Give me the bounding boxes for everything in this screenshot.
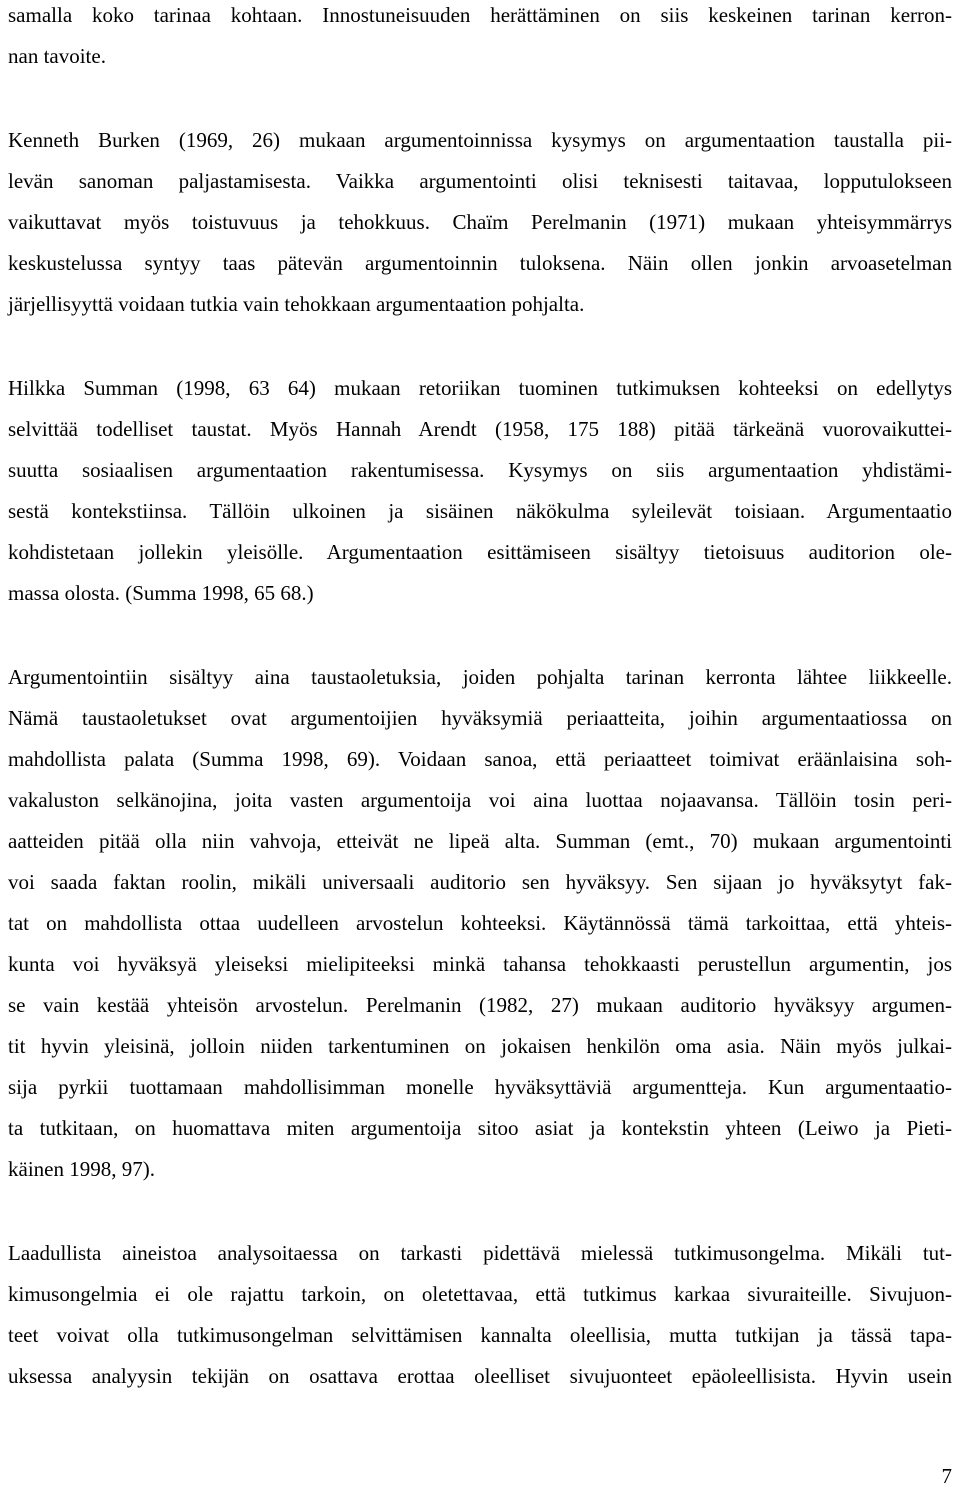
text-line: selvittää todelliset taustat. Myös Hannah Arendt (1958, 175 188) pitää tärkeänä vuorovaikuttei- xyxy=(8,417,952,441)
text-line: käinen 1998, 97). xyxy=(8,1157,155,1181)
text-line: teet voivat olla tutkimusongelman selvittämisen kannalta oleellisia, mutta tutkijan ja tässä tapa- xyxy=(8,1323,952,1347)
text-line: massa olosta. (Summa 1998, 65 68.) xyxy=(8,581,314,605)
text-line: vakaluston selkänojina, joita vasten argumentoija voi aina luottaa nojaavansa. Tällöin tosin peri- xyxy=(8,788,952,812)
text-line: Nämä taustaoletukset ovat argumentoijien hyväksymiä periaatteita, joihin argumentaatiossa on xyxy=(8,706,952,730)
text-line: kunta voi hyväksyä yleiseksi mielipiteeksi minkä tahansa tehokkaasti perustellun argumentin, jos xyxy=(8,952,952,976)
text-line: samalla koko tarinaa kohtaan. Innostuneisuuden herättäminen on siis keskeinen tarinan kerron- xyxy=(8,3,952,27)
text-line: tat on mahdollista ottaa uudelleen arvostelun kohteeksi. Käytännössä tämä tarkoittaa, että yhteis- xyxy=(8,911,952,935)
text-line: uksessa analyysin tekijän on osattava erottaa oleelliset sivujuonteet epäoleellisista. Hyvin usein xyxy=(8,1364,952,1388)
text-line: Argumentointiin sisältyy aina taustaoletuksia, joiden pohjalta tarinan kerronta lähtee liikkeelle. xyxy=(8,665,952,689)
text-line: voi saada faktan roolin, mikäli universaali auditorio sen hyväksyy. Sen sijaan jo hyväksytyt fak- xyxy=(8,870,952,894)
text-line: järjellisyyttä voidaan tutkia vain tehokkaan argumentaation pohjalta. xyxy=(8,292,585,316)
text-line: levän sanoman paljastamisesta. Vaikka argumentointi olisi teknisesti taitavaa, lopputulokseen xyxy=(8,169,952,193)
text-line: kimusongelmia ei ole rajattu tarkoin, on oletettavaa, että tutkimus karkaa sivuraiteille. Sivujuon- xyxy=(8,1282,952,1306)
text-line: nan tavoite. xyxy=(8,44,106,68)
text-line: Kenneth Burken (1969, 26) mukaan argumentoinnissa kysymys on argumentaation taustalla pii- xyxy=(8,128,952,152)
text-line: suutta sosiaalisen argumentaation rakentumisessa. Kysymys on siis argumentaation yhdistämi- xyxy=(8,458,952,482)
text-line: Laadullista aineistoa analysoitaessa on tarkasti pidettävä mielessä tutkimusongelma. Mikäli tut- xyxy=(8,1241,952,1265)
text-line: Hilkka Summan (1998, 63 64) mukaan retoriikan tuominen tutkimuksen kohteeksi on edellytys xyxy=(8,376,952,400)
page-number: 7 xyxy=(941,1464,952,1488)
text-line: ta tutkitaan, on huomattava miten argumentoija sitoo asiat ja kontekstin yhteen (Leiwo ja Pieti- xyxy=(8,1116,952,1140)
text-line: sija pyrkii tuottamaan mahdollisimman monelle hyväksyttäviä argumentteja. Kun argumentaatio- xyxy=(8,1075,952,1099)
text-line: sestä kontekstiinsa. Tällöin ulkoinen ja sisäinen näkökulma syleilevät toisiaan. Argumentaatio xyxy=(8,499,952,523)
text-line: tit hyvin yleisinä, jolloin niiden tarkentuminen on jokaisen henkilön oma asia. Näin myös julkai- xyxy=(8,1034,952,1058)
text-line: se vain kestää yhteisön arvostelun. Perelmanin (1982, 27) mukaan auditorio hyväksyy argumen- xyxy=(8,993,952,1017)
text-line: aatteiden pitää olla niin vahvoja, etteivät ne lipeä alta. Summan (emt., 70) mukaan argumentointi xyxy=(8,829,952,853)
text-line: kohdistetaan jollekin yleisölle. Argumentaation esittämiseen sisältyy tietoisuus auditorion ole- xyxy=(8,540,952,564)
text-line: keskustelussa syntyy taas pätevän argumentoinnin tuloksena. Näin ollen jonkin arvoasetelman xyxy=(8,251,952,275)
text-line: mahdollista palata (Summa 1998, 69). Voidaan sanoa, että periaatteet toimivat eräänlaisina soh- xyxy=(8,747,952,771)
text-line: vaikuttavat myös toistuvuus ja tehokkuus. Chaïm Perelmanin (1971) mukaan yhteisymmärrys xyxy=(8,210,952,234)
